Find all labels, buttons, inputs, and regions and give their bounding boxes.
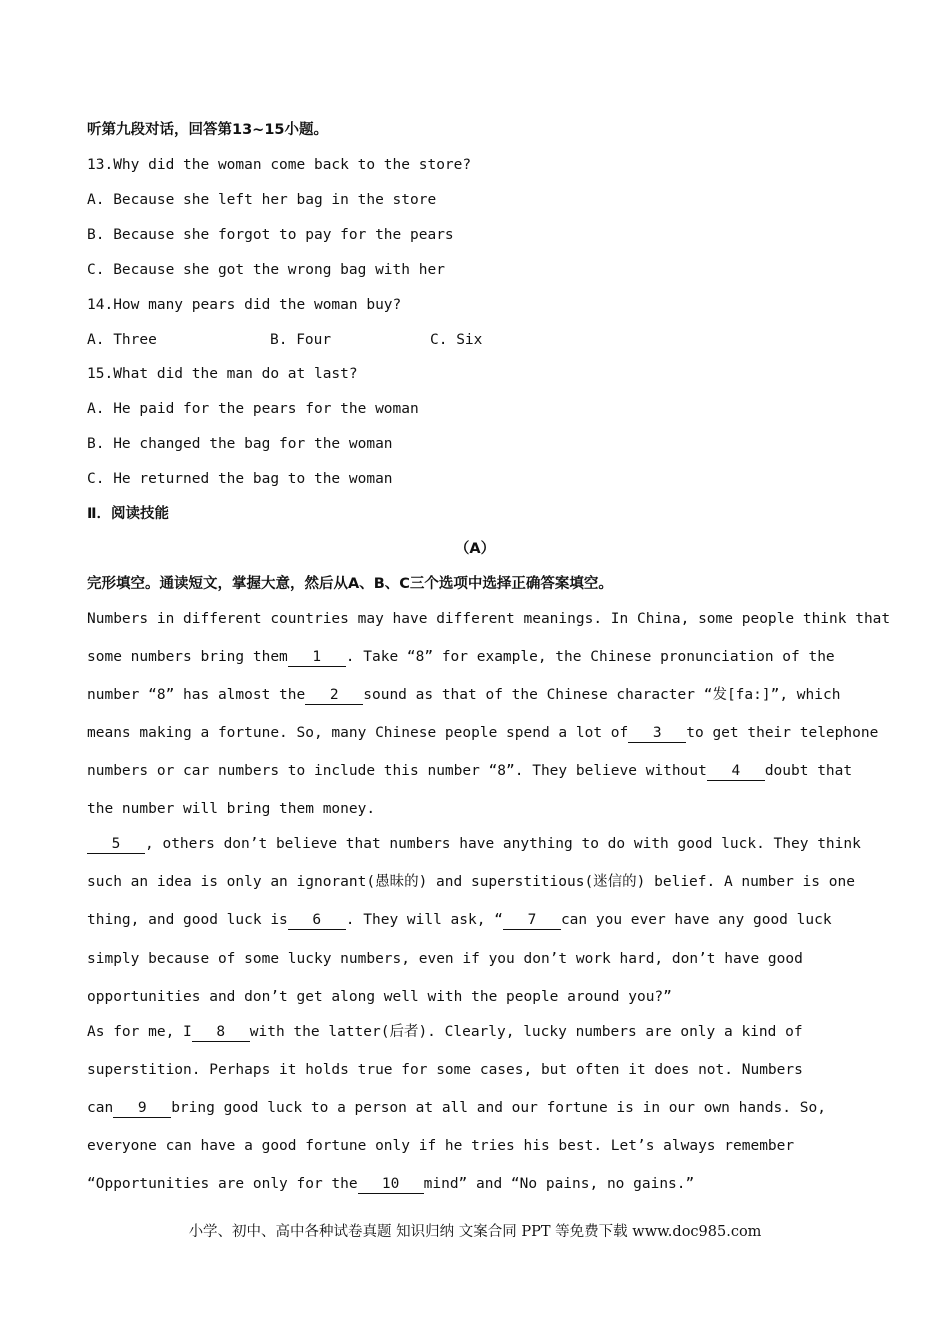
blank-5[interactable]: 5	[87, 836, 145, 854]
p2-text: , others don’t believe that numbers have anything to do with good luck. They think	[145, 836, 861, 852]
q14-option-b: B. Four	[270, 332, 332, 348]
blank-2[interactable]: 2	[305, 687, 363, 705]
p3-line-4: everyone can have a good fortune only if he tries his best. Let’s always remember	[87, 1138, 795, 1154]
p1-text: sound as that of the Chinese character “发[fa:]”, which	[363, 687, 841, 703]
q14-option-a: A. Three	[87, 332, 157, 348]
p3-text: mind” and “No pains, no gains.”	[423, 1176, 695, 1192]
q13-option-c: C. Because she got the wrong bag with her	[87, 262, 445, 278]
q14-option-c: C. Six	[430, 332, 483, 348]
p1-text: to get their telephone	[686, 725, 879, 741]
p3-line-3	[87, 1098, 826, 1118]
p1-text: doubt that	[764, 763, 853, 779]
p3-text: with the latter(后者). Clearly, lucky numbers are only a kind of	[249, 1024, 803, 1040]
blank-1[interactable]: 1	[288, 649, 346, 667]
blank-4[interactable]: 4	[707, 763, 765, 781]
q15-option-b: B. He changed the bag for the woman	[87, 436, 393, 452]
p3-line-5	[87, 1174, 694, 1194]
p2-text: can you ever have any good luck	[560, 912, 832, 928]
question-14: 14.How many pears did the woman buy?	[87, 297, 402, 313]
p2-line-5: opportunities and don’t get along well with the people around you?”	[87, 989, 672, 1005]
cloze-instruction: 完形填空。通读短文，掌握大意，然后从A、B、C三个选项中选择正确答案填空。	[87, 576, 613, 592]
p2-line-1	[87, 834, 861, 854]
q13-option-a: A. Because she left her bag in the store	[87, 192, 437, 208]
q15-option-c: C. He returned the bag to the woman	[87, 471, 393, 487]
p1-line-1-text: Numbers in different countries may have different meanings. In China, some people think that	[87, 611, 891, 627]
blank-9[interactable]: 9	[113, 1100, 171, 1118]
p2-line-2: such an idea is only an ignorant(愚昧的) and superstitious(迷信的) belief. A number is one	[87, 874, 855, 890]
blank-7[interactable]: 7	[503, 912, 561, 930]
question-15: 15.What did the man do at last?	[87, 366, 358, 382]
p1-line-6: the number will bring them money.	[87, 801, 376, 817]
blank-3[interactable]: 3	[628, 725, 686, 743]
blank-6[interactable]: 6	[288, 912, 346, 930]
p2-line-4: simply because of some lucky numbers, even if you don’t work hard, don’t have good	[87, 951, 803, 967]
p2-line-3	[87, 910, 832, 930]
p1-line-1	[87, 609, 891, 629]
blank-8[interactable]: 8	[192, 1024, 250, 1042]
p3-line-2: superstition. Perhaps it holds true for some cases, but often it does not. Numbers	[87, 1062, 803, 1078]
p3-text: can	[87, 1100, 114, 1116]
blank-10[interactable]: 10	[358, 1176, 424, 1194]
p1-text: number “8” has almost the	[87, 687, 306, 703]
p1-text: means making a fortune. So, many Chinese people spend a lot of	[87, 725, 629, 741]
p1-text: numbers or car numbers to include this number “8”. They believe without	[87, 763, 707, 779]
p1-line-5	[87, 761, 852, 781]
question-13: 13.Why did the woman come back to the store?	[87, 157, 472, 173]
p2-text: thing, and good luck is	[87, 912, 288, 928]
p3-line-1	[87, 1022, 803, 1042]
p1-line-3	[87, 685, 840, 705]
listening-heading: 听第九段对话，回答第13~15小题。	[87, 122, 329, 138]
p2-text: . They will ask, “	[345, 912, 503, 928]
reading-section-title: Ⅱ．阅读技能	[87, 506, 170, 522]
q15-option-a: A. He paid for the pears for the woman	[87, 401, 419, 417]
p1-line-4	[87, 723, 878, 743]
p1-text: . Take “8” for example, the Chinese pronunciation of the	[345, 649, 835, 665]
p3-text: As for me, I	[87, 1024, 192, 1040]
page-footer: 小学、初中、高中各种试卷真题 知识归纳 文案合同 PPT 等免费下载 www.doc985.com	[188, 1224, 762, 1240]
p1-line-2	[87, 647, 835, 667]
p3-text: bring good luck to a person at all and our fortune is in our own hands. So,	[171, 1100, 826, 1116]
p3-text: “Opportunities are only for the	[87, 1176, 358, 1192]
p1-text: some numbers bring them	[87, 649, 288, 665]
part-label: （A）	[454, 541, 496, 557]
q13-option-b: B. Because she forgot to pay for the pears	[87, 227, 454, 243]
